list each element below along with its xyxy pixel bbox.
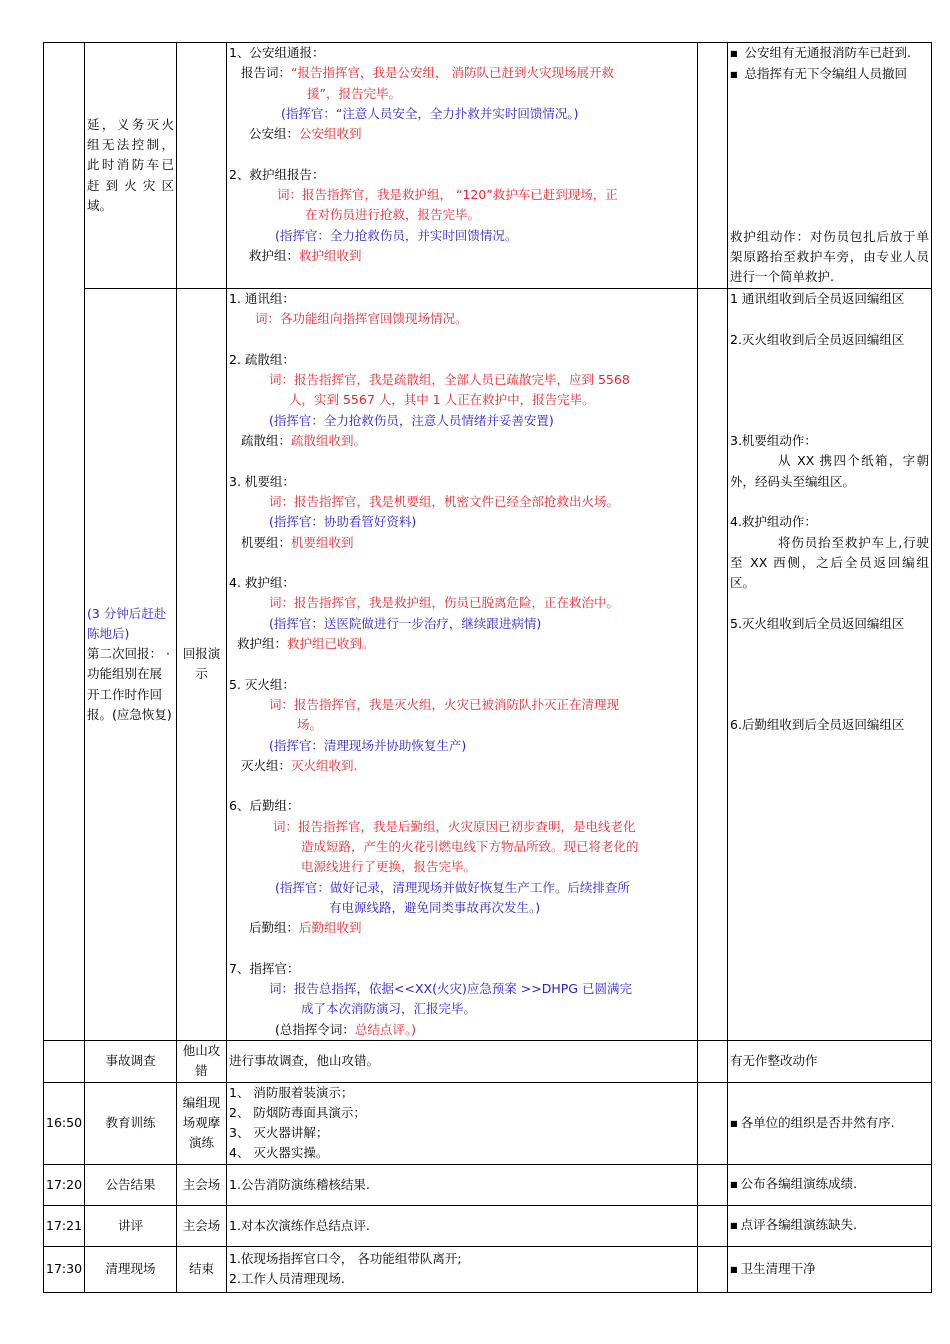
group-heading: 1、公安组通报： [229,45,325,60]
group-heading: 3. 机要组： [229,473,295,489]
line-text: (指挥官：协助看管好资料) [269,514,417,530]
report-line [229,512,695,532]
report-line [229,979,695,999]
stage-cell-empty [177,43,227,289]
line-text: 援”，报告完毕。 [307,85,401,101]
line-text: 救护组收到 [299,247,362,263]
report-line [229,593,695,613]
line-text: 词：报告总指挥，依据<<XX(火灾)应急预案 >>DHPG 已圆满完 [269,981,632,997]
line-text: 后勤组收到 [299,920,362,936]
report-line [229,492,695,512]
group-action-detail: 从 XX 携四个纸箱，字朝外，经码头至编组区。 [730,453,929,489]
line-text: 有电源线路，避免同类事故再次发生。) [329,899,541,915]
blank-line [730,654,929,674]
row-clean-site [44,1246,932,1292]
blank-line [730,370,929,390]
stage-cell-report-demo: 回报演示 [177,289,227,1041]
row-review [44,1205,932,1246]
item-cell: 事故调查 [85,1040,177,1082]
report-line [229,370,695,390]
bullet-square-icon: ■ [730,70,738,80]
rescue-action-note: 救护组动作：对伤员包扎后放于单架原路抬至救护车旁，由专业人员进行一个简单救护. [730,228,929,285]
bullet-square-icon: ■ [730,1180,738,1190]
note-cell: ■ 各单位的组织是否井然有序. [728,1082,932,1164]
report-line [229,104,695,124]
line-text: 疏散组收到。 [291,433,367,449]
note-cell: ■ 卫生清理干净 [728,1246,932,1292]
row-announce-results [44,1164,932,1205]
drill-schedule-table [43,42,932,1293]
report-line [229,533,695,553]
group-action-note: 5.灭火组收到后全员返回编组区 [730,615,905,631]
stage-cell: 主会场 [177,1205,227,1246]
stage-cell: 主会场 [177,1164,227,1205]
row-second-report [44,289,932,1041]
line-text: (指挥官：“注意人员安全，全力扑救并实时回馈情况。) [281,105,579,121]
note-line: ■ 公安组有无通报消防车已赶到. [730,45,912,60]
blank-line [229,939,695,959]
line-prefix: 后勤组： [249,920,300,936]
blank-line [730,350,929,370]
group-action-note: 1 通讯组收到后全员返回编组区 [730,291,905,306]
row-first-report [44,43,932,289]
item-cell: 公告结果 [85,1164,177,1205]
report-line [229,736,695,756]
line-prefix: 救护组： [249,247,300,263]
report-line [229,124,695,144]
blank-line [730,695,929,715]
report-line [229,634,695,654]
report-line [229,246,695,266]
blank-line [730,390,929,410]
line-text: 公安组收到 [299,126,362,142]
blank-line [229,654,695,674]
line-text: 词：报告指挥官，我是救护组，伤员已脱离危险，正在救治中。 [269,595,620,611]
report-line [229,1020,695,1040]
blank-line [229,451,695,471]
time-cell: 17:20 [44,1164,85,1205]
scenario-blue-note: (3 分钟后赶赴陈地后) [87,605,167,641]
report-line [229,185,695,205]
group-heading: 2. 疏散组： [229,351,295,367]
group-action-note: 2.灭火组收到后全员返回编组区 [730,331,905,347]
group-action-note: 3.机要组动作： [730,433,817,449]
spacer-cell [698,1082,728,1164]
report-line [229,63,695,83]
group-heading: 7、指挥官： [229,960,300,976]
bullet-square-icon: ■ [730,1118,738,1128]
line-text: 词：报告指挥官，我是救护组， “120”救护车已赶到现场，正 [277,187,618,203]
report-line [229,226,695,246]
note-cell: ■ 公布各编组演练成绩. [728,1164,932,1205]
stage-cell: 他山攻错 [177,1040,227,1082]
content-cell: 进行事故调查，他山攻错。 [227,1040,698,1082]
report-line [229,411,695,431]
line-text: 救护组已收到。 [287,636,375,652]
line-text: 成了本次消防演习，汇报完毕。 [301,1001,477,1017]
line-prefix: 疏散组： [241,433,292,449]
blank-line [730,634,929,654]
report-line [229,431,695,451]
line-text: (指挥官：全力抢救伤员，并实时回馈情况。 [275,227,518,243]
item-cell: 讲评 [85,1205,177,1246]
note-cell-second-report [728,289,932,1041]
group-heading: 2、救护组报告： [229,166,325,182]
blank-line [229,330,695,350]
scenario-text: 延，义务灭火组无法控制，此时消防车已赶到火灾区域。 [87,116,174,213]
bullet-square-icon: ■ [730,1264,738,1274]
report-line [229,309,695,329]
blank-line [229,144,695,164]
item-cell: 教育训练 [85,1082,177,1164]
line-text: 场。 [297,717,323,733]
report-line [229,817,695,837]
group-heading: 5. 灭火组： [229,676,295,692]
line-prefix: 救护组： [237,636,288,652]
note-cell: ■ 点评各编组演练缺失. [728,1205,932,1246]
content-cell: 1.公告消防演练稽核结果. [227,1164,698,1205]
report-line [229,695,695,715]
blank-line [730,492,929,512]
note-line: ■ 总指挥有无下令编组人员撤回 [730,66,908,82]
report-line [229,837,695,857]
group-action-detail: 将伤员抬至救护车上,行驶至 XX 西侧，之后全员返回编组区。 [730,534,929,591]
content-cell-second-report [227,289,698,1041]
spacer-cell [698,289,728,1041]
content-cell: 1、 消防服着装演示； 2、 防烟防毒面具演示； 3、 灭火器讲解； 4、 灭火器实操。 [227,1082,698,1164]
time-cell: 16:50 [44,1082,85,1164]
report-line [229,756,695,776]
report-line [229,205,695,225]
line-prefix: 灭火组： [241,757,292,773]
line-text: (指挥官：送医院做进行一步治疗，继续跟进病情) [269,615,542,631]
line-text: 电源线进行了更换，报告完毕。 [301,859,477,875]
line-prefix: 机要组： [241,534,292,550]
report-line [229,878,695,898]
row-incident-investigation [44,1040,932,1082]
time-cell: 17:21 [44,1205,85,1246]
line-text: (指挥官：做好记录，清理现场并做好恢复生产工作。后续排查所 [275,879,630,895]
report-line [229,614,695,634]
time-cell-merged [44,43,85,1041]
report-line [229,918,695,938]
content-cell-first-report [227,43,698,289]
spacer-cell [698,1205,728,1246]
line-prefix: (总指挥令词： [275,1021,355,1037]
blank-line [730,675,929,695]
report-line [229,999,695,1019]
line-text: 总结点评。) [354,1021,417,1037]
row-education-training [44,1082,932,1164]
note-cell-first-report [728,43,932,289]
bullet-square-icon: ■ [730,1221,738,1231]
line-text: 造成短路，产生的火花引燃电线下方物品所致。现已将老化的 [301,839,639,855]
line-text: “报告指挥官，我是公安组， 消防队已赶到火灾现场展开救 [291,65,614,81]
group-heading: 6、后勤组： [229,798,300,814]
time-cell: 17:30 [44,1246,85,1292]
blank-line [229,553,695,573]
blank-line [730,309,929,329]
line-text: 词：报告指挥官，我是机要组，机密文件已经全部抢救出火场。 [269,493,620,509]
group-heading: 1. 通讯组： [229,291,295,306]
stage-cell: 结束 [177,1246,227,1292]
line-text: 机要组收到 [291,534,354,550]
item-cell: 清理现场 [85,1246,177,1292]
scenario-cell [85,43,177,289]
line-text: 人，实到 5567 人，其中 1 人正在救护中，报告完毕。 [289,392,595,408]
group-action-note: 6.后勤组收到后全员返回编组区 [730,717,905,733]
line-text: (指挥官：清理现场并协助恢复生产) [269,737,467,753]
group-action-note: 4.救护组动作： [730,514,817,530]
spacer-cell [698,1246,728,1292]
line-text: 词：报告指挥官，我是后勤组，火灾原因已初步查明，是电线老化 [273,818,636,834]
blank-line [730,593,929,613]
line-text: 词：报告指挥官，我是灭火组，火灾已被消防队扑灭正在清理现 [269,696,620,712]
blank-line [730,411,929,431]
group-heading: 4. 救护组： [229,575,295,591]
report-line [229,84,695,104]
spacer-cell [698,1164,728,1205]
line-prefix: 报告词： [241,65,292,81]
spacer-cell [698,1040,728,1082]
bullet-square-icon: ■ [730,49,738,58]
report-line [229,857,695,877]
line-text: 在对伤员进行抢救，报告完毕。 [305,207,481,223]
line-text: 词：报告指挥官，我是疏散组，全部人员已疏散完毕，应到 5568 [269,372,630,388]
line-text: (指挥官：全力抢救伤员，注意人员情绪并妥善安置) [269,412,554,428]
content-cell: 1.对本次演练作总结点评. [227,1205,698,1246]
content-cell: 1.依现场指挥官口令， 各功能组带队离开; 2.工作人员清理现场. [227,1246,698,1292]
spacer-cell [698,43,728,289]
note-cell: 有无作整改动作 [728,1040,932,1082]
scenario-text-second: 第二次回报： · 功能组别在展开工作时作回报。(应急恢复) [87,646,172,723]
report-line [229,898,695,918]
scenario-cell-second [85,289,177,1041]
time-cell [44,1040,85,1082]
report-line [229,715,695,735]
line-text: 词：各功能组向指挥官回馈现场情况。 [255,311,468,327]
blank-line [229,776,695,796]
line-text: 灭火组收到. [291,757,358,773]
line-prefix: 公安组： [249,126,300,142]
stage-cell: 编组现场观摩演练 [177,1082,227,1164]
report-line [229,390,695,410]
